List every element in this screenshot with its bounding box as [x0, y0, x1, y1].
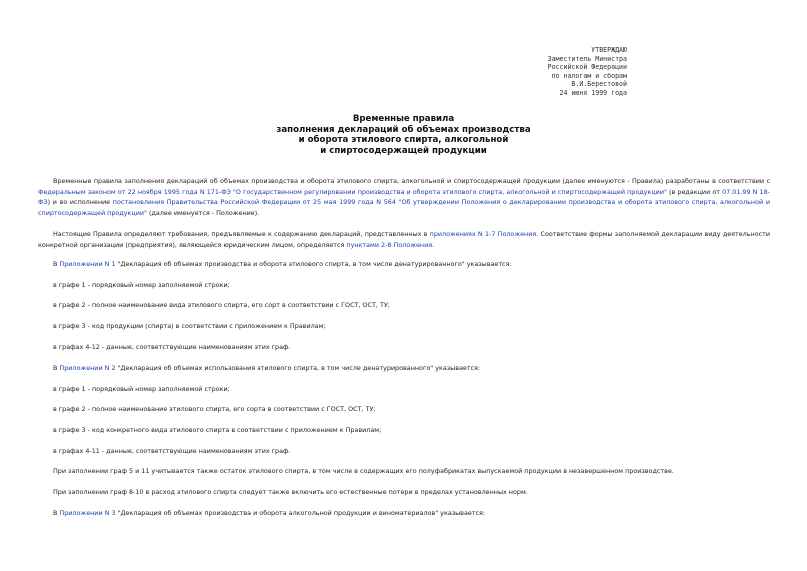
- government-decree-link[interactable]: постановления Правительства Российской Федерации от 25 мая 1999 года N 564 "Об утверждении Положения о декларировании производства и оборота этилового спирта, алкогольной и спиртосодержащей продукции": [38, 198, 770, 217]
- appendix-1-item: в графе 3 - код продукции (спирта) в соответствии с приложением к Правилам;: [53, 322, 326, 330]
- note-paragraph: При заполнении граф 8-10 в расход этилового спирта следует также включить его естественные потери в пределах установленных норм.: [53, 488, 528, 496]
- title-line: заполнения деклараций об объемах производства: [276, 124, 531, 135]
- approval-stamp: [548, 46, 627, 97]
- title-line: и спиртосодержащей продукции: [320, 145, 487, 156]
- federal-law-link[interactable]: Федеральным законом от 22 ноября 1995 года N 171-ФЗ "О государственном регулировании производства и оборота этилового спирта, алкогольной и спиртосодержащей продукции": [38, 187, 667, 196]
- paragraph-text: .: [432, 240, 435, 249]
- appendix-1-item: в графах 4-12 - данные, соответствующие наименованиям этих граф.: [53, 343, 291, 351]
- heading-text: "Декларация об объемах использования этилового спирта, в том числе денатурированного" указывается:: [115, 364, 481, 372]
- approval-line: Российской Федерации: [547, 63, 627, 71]
- points-2-8-link[interactable]: пунктами 2-8 Положения: [346, 240, 433, 249]
- note-paragraph: При заполнении граф 5 и 11 учитывается также остаток этилового спирта, в том числе в содержащих его полуфабрикатах выпускаемой продукции в незавершенном производстве.: [53, 467, 674, 475]
- heading-text: "Декларация об объемах производства и оборота этилового спирта, в том числе денатурированного" указывается:: [115, 260, 512, 268]
- document-title: [0, 114, 807, 156]
- appendix-1-item: в графе 2 - полное наименование вида этилового спирта, его сорт в соответствии с ГОСТ, ОСТ, ТУ;: [53, 301, 390, 309]
- appendix-2-item: в графе 2 - полное наименование этилового спирта, его сорта в соответствии с ГОСТ, ОСТ, ТУ;: [53, 405, 376, 413]
- appendix-2-item: в графах 4-11 - данные, соответствующие наименованиям этих граф.: [53, 447, 291, 455]
- appendix-2-link[interactable]: Приложении N 2: [59, 364, 116, 372]
- approval-line: УТВЕРЖДАЮ: [591, 46, 627, 54]
- heading-prefix: В: [53, 364, 60, 372]
- title-line: Временные правила: [352, 114, 455, 124]
- appendix-2-item: в графе 1 - порядковый номер заполняемой строки;: [53, 385, 230, 393]
- paragraph-text: (в редакции от: [666, 187, 723, 196]
- appendix-1-item: в графе 1 - порядковый номер заполняемой строки;: [53, 281, 230, 289]
- heading-text: "Декларация об объемах производства и оборота алкогольной продукции и виноматериалов" указывается:: [115, 509, 486, 517]
- paragraph-text: Настоящие Правила определяют требования, предъявляемые к содержанию деклараций, представленных в: [53, 230, 430, 238]
- heading-prefix: В: [53, 260, 60, 268]
- appendix-3-heading: [53, 508, 485, 518]
- paragraph-text: (далее именуется - Положение).: [146, 208, 260, 217]
- approval-line: Заместитель Министра: [547, 54, 627, 63]
- approval-line: по налогам и сборам: [551, 71, 627, 80]
- appendices-1-7-link[interactable]: приложениях N 1-7 Положения: [429, 230, 537, 238]
- appendix-2-heading: [53, 363, 480, 373]
- law-edition-link[interactable]: 07.01.99 N 18-ФЗ: [38, 187, 770, 207]
- paragraph-text: Временные правила заполнения деклараций об объемах производства и оборота этилового спирта, алкогольной и спиртосодержащей продукции (далее именуются - Правила) разработаны в соответствии с: [53, 177, 770, 185]
- title-line: и оборота этилового спирта, алкогольной: [298, 135, 509, 145]
- requirements-paragraph: [38, 229, 770, 250]
- appendix-1-link[interactable]: Приложении N 1: [59, 260, 116, 268]
- approval-line: 24 июня 1999 года: [559, 88, 627, 97]
- paragraph-text: . Соответствие формы заполняемой декларации виду деятельности конкретной организации (предприятия), являющейся юридическим лицом, определяется: [38, 230, 770, 249]
- appendix-3-link[interactable]: Приложении N 3: [59, 509, 116, 517]
- appendix-2-item: в графе 3 - код конкретного вида этилового спирта в соответствии с приложением к Правилам;: [53, 426, 382, 434]
- approval-line: В.И.Берестовой: [571, 80, 627, 88]
- intro-paragraph: [38, 176, 770, 218]
- heading-prefix: В: [53, 509, 60, 517]
- paragraph-text: ) и во исполнение: [47, 198, 113, 207]
- appendix-1-heading: [53, 259, 512, 269]
